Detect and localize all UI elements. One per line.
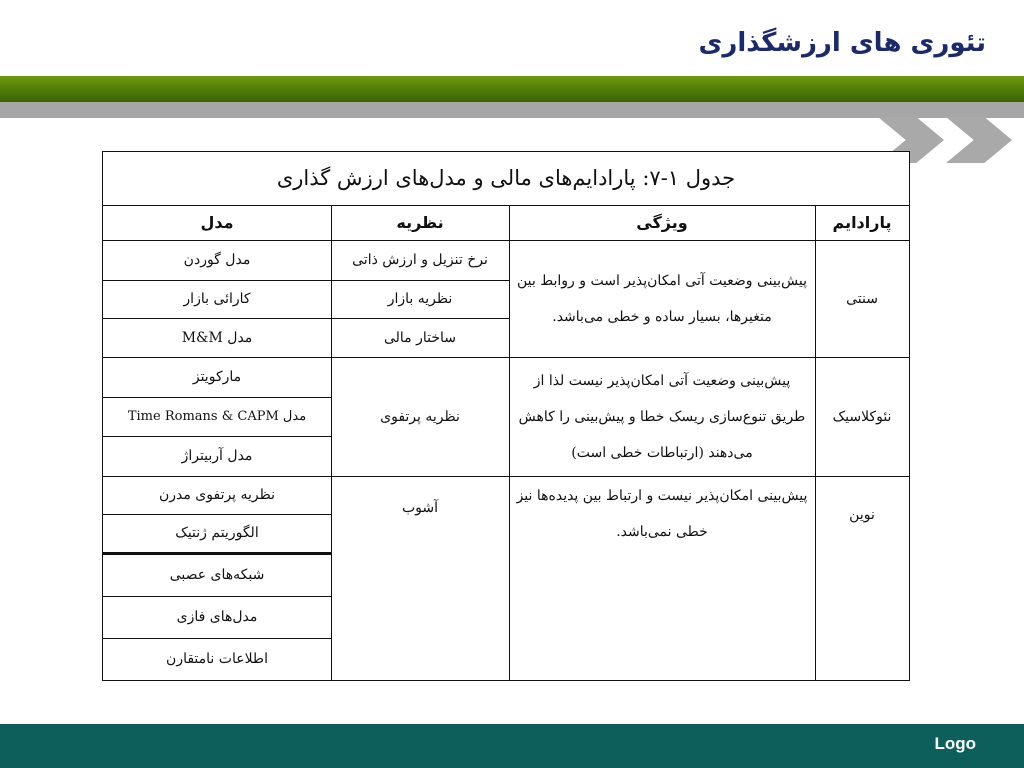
table-image xyxy=(102,151,910,681)
model-cell: مارکویتز xyxy=(192,369,242,385)
theory-cell: نرخ تنزیل و ارزش ذاتی xyxy=(352,252,488,268)
theory-cell: آشوب xyxy=(401,500,439,516)
model-cell: مدل Time Romans & CAPM xyxy=(127,409,307,424)
header-green-bar xyxy=(0,76,1024,102)
feature-cell: پیش‌بینی وضعیت آتی امکان‌پذیر است و روابط بین متغیرها، بسیار ساده و خطی می‌باشد. xyxy=(516,272,807,325)
footer-logo: Logo xyxy=(934,734,976,753)
slide-title: تئوری های ارزشگذاری xyxy=(698,28,986,58)
paradigm-cell: سنتی xyxy=(846,290,878,307)
model-cell: مدل گوردن xyxy=(183,252,251,268)
feature-cell: پیش‌بینی امکان‌پذیر نیست و ارتباط بین پدیده‌ها نیز خطی نمی‌باشد. xyxy=(516,488,808,540)
header-paradigm: پارادایم xyxy=(832,213,892,232)
header-feature: ویژگی xyxy=(636,213,688,232)
theory-cell: نظریه بازار xyxy=(387,291,453,307)
header-model: مدل xyxy=(200,213,234,232)
model-cell: مدل M&M xyxy=(181,329,253,346)
paradigm-cell: نئوکلاسیک xyxy=(832,408,892,425)
footer-bar xyxy=(0,724,1024,768)
feature-cell: پیش‌بینی وضعیت آتی امکان‌پذیر نیست لذا از طریق تنوع‌سازی ریسک خطا و پیش‌بینی را کاهش می‌دهند (ارتباطات خطی است) xyxy=(518,372,806,461)
model-cell: اطلاعات نامتقارن xyxy=(166,651,268,667)
header-theory: نظریه xyxy=(396,213,444,232)
model-cell: مدل‌های فازی xyxy=(176,609,258,625)
model-cell: مدل آربیتراژ xyxy=(181,448,253,464)
chevron-right-icon xyxy=(946,117,1012,163)
model-cell: الگوریتم ژنتیک xyxy=(175,525,259,541)
theory-cell: نظریه پرتفوی xyxy=(380,408,460,425)
model-cell: شبکه‌های عصبی xyxy=(169,567,265,583)
model-cell: نظریه پرتفوی مدرن xyxy=(158,487,276,503)
paradigm-cell: نوین xyxy=(849,507,875,523)
table-caption: جدول ۱-۷: پارادایم‌های مالی و مدل‌های ارزش گذاری xyxy=(103,152,909,206)
header-gray-bar xyxy=(0,102,1024,118)
theory-cell: ساختار مالی xyxy=(383,329,457,346)
model-cell: کارائی بازار xyxy=(183,291,251,307)
